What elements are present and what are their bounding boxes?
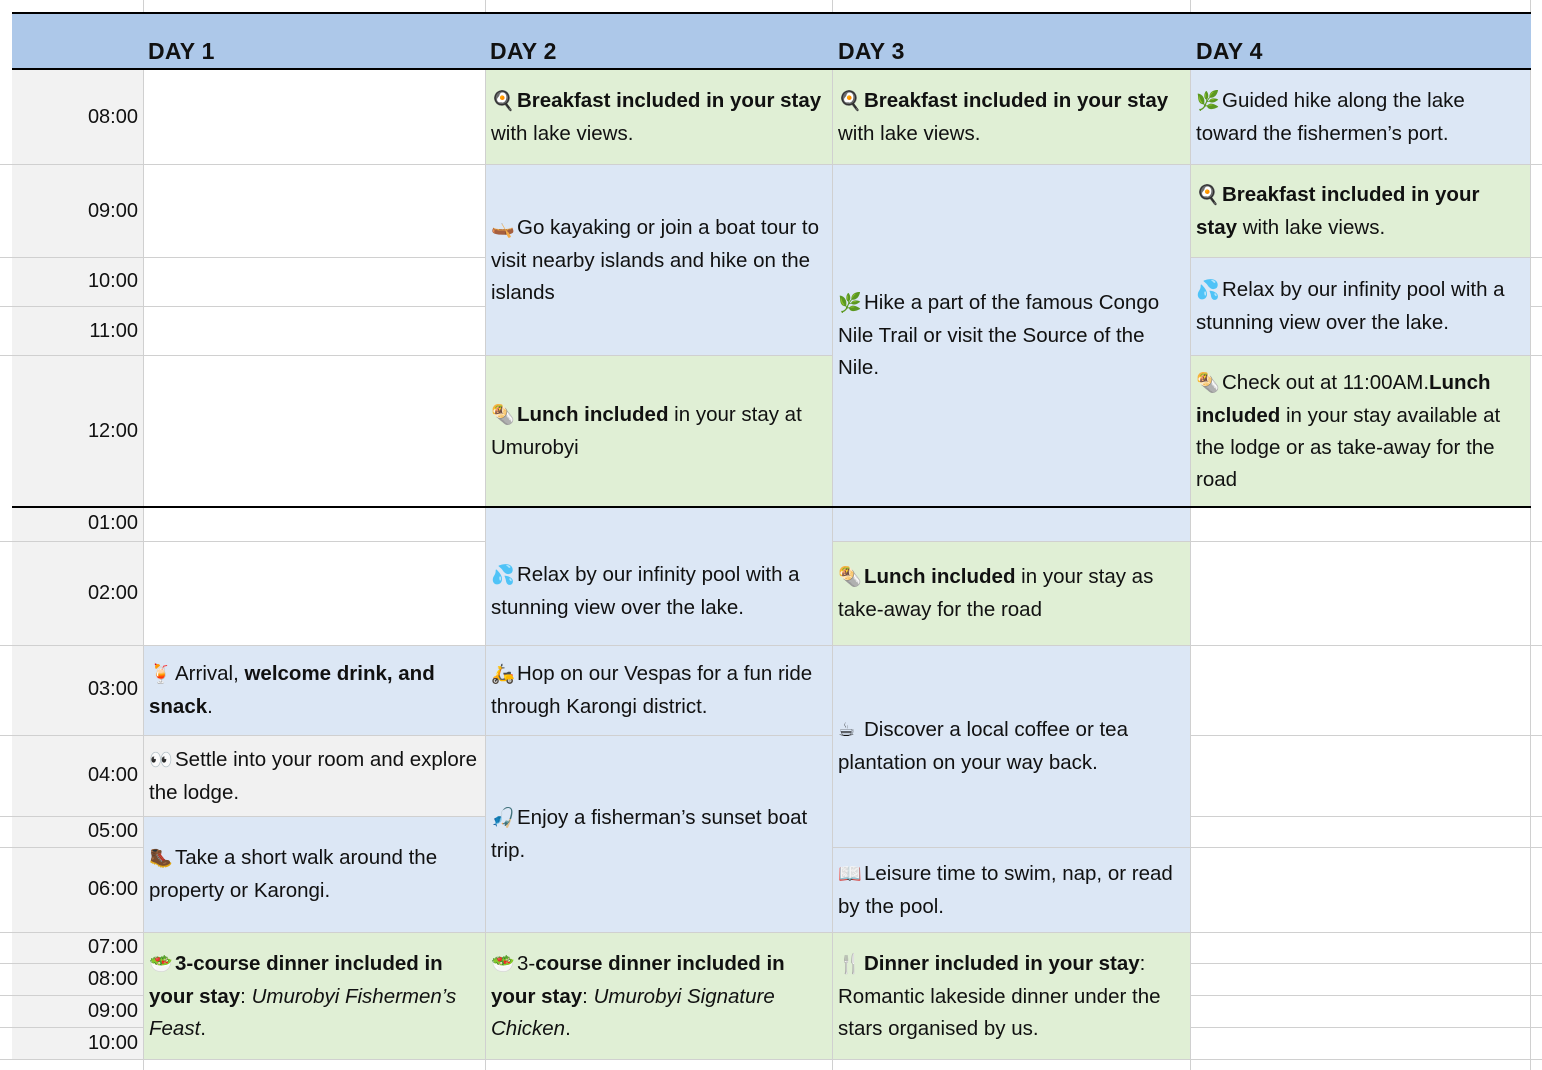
time-label: 06:00: [87, 878, 138, 900]
event-text-bold: Dinner included in your stay: [864, 951, 1140, 975]
time-label: 12:00: [87, 420, 138, 442]
header-top-border: [12, 12, 1531, 14]
frying-pan-icon: 🍳: [491, 90, 515, 112]
event-text: in your stay available at the lodge or as take-away for the road: [1196, 403, 1501, 491]
time-label: 08:00: [87, 968, 138, 990]
event-text-bold: Lunch included: [1196, 370, 1491, 427]
event-text: with lake views.: [1237, 215, 1386, 239]
time-label: 09:00: [87, 1000, 138, 1022]
event-text: Settle into your room and explore the lodge.: [149, 747, 477, 804]
event-cell[interactable]: [486, 933, 832, 1059]
event-text: Guided hike along the lake toward the fishermen’s port.: [1196, 88, 1465, 145]
event-text: Arrival,: [175, 662, 245, 685]
event-text: Check out at 11:00AM.: [1222, 370, 1430, 394]
event-cell[interactable]: [1191, 165, 1530, 257]
day-2-header: DAY 2: [490, 38, 557, 64]
event-text: Relax by our infinity pool with a stunning view over the lake.: [491, 563, 800, 619]
burrito-icon: 🌯: [1196, 372, 1220, 394]
time-label: 03:00: [87, 678, 138, 700]
event-text: :: [582, 984, 594, 1008]
time-label: 04:00: [87, 764, 138, 786]
event-text: Discover a local coffee or tea plantation on your way back.: [838, 718, 1128, 774]
herb-icon: 🌿: [838, 293, 862, 314]
herb-icon: 🌿: [1196, 90, 1220, 112]
event-cell[interactable]: [486, 165, 832, 355]
tropical-drink-icon: 🍹: [149, 664, 173, 685]
event-text: Leisure time to swim, nap, or read by the pool.: [838, 861, 1173, 918]
event-text-bold: Breakfast included in your stay: [1196, 182, 1480, 239]
event-text-bold: Lunch included: [864, 565, 1016, 588]
event-cell[interactable]: [833, 933, 1190, 1059]
event-cell[interactable]: [486, 70, 832, 164]
time-label: 10:00: [87, 1032, 138, 1054]
canoe-icon: 🛶: [491, 217, 515, 239]
time-label: 08:00: [87, 106, 138, 128]
open-book-icon: 📖: [838, 863, 862, 885]
event-cell[interactable]: [1191, 70, 1530, 164]
header-row: [12, 14, 1531, 68]
fork-knife-icon: 🍴: [838, 953, 862, 975]
event-text-bold: Breakfast included in your stay: [864, 88, 1169, 112]
event-text: with lake views.: [838, 121, 981, 145]
event-text-bold: course dinner included in your stay: [491, 951, 785, 1008]
event-text: : Romantic lakeside dinner under the stars organised by us.: [838, 951, 1161, 1040]
event-text: Go kayaking or join a boat tour to visit nearby islands and hike on the islands: [491, 215, 819, 304]
salad-icon: 🥗: [149, 953, 173, 975]
event-text: with lake views.: [491, 121, 634, 145]
event-cell[interactable]: [144, 817, 485, 932]
event-text-italic: Umurobyi Signature Chicken: [491, 984, 775, 1040]
day-1-header: DAY 1: [148, 38, 215, 64]
time-label: 11:00: [89, 320, 138, 342]
event-text: Take a short walk around the property or Karongi.: [149, 846, 438, 902]
event-text-bold: welcome drink, and snack: [149, 662, 435, 718]
event-cell[interactable]: [144, 736, 485, 816]
time-label: 10:00: [87, 270, 138, 292]
event-text: .: [200, 1016, 206, 1040]
time-label: 07:00: [87, 936, 138, 958]
time-label: 05:00: [87, 820, 138, 842]
burrito-icon: 🌯: [838, 567, 862, 588]
event-cell[interactable]: [833, 542, 1190, 645]
event-text: Relax by our infinity pool with a stunning view over the lake.: [1196, 278, 1505, 334]
time-label: 09:00: [87, 200, 138, 222]
event-cell[interactable]: [144, 646, 485, 735]
day-4-header: DAY 4: [1196, 38, 1263, 64]
burrito-icon: 🌯: [491, 404, 515, 426]
eyes-icon: 👀: [149, 749, 173, 771]
event-text: 3-: [517, 951, 536, 975]
day-3-header: DAY 3: [838, 38, 905, 64]
row-divider: [0, 1059, 1542, 1060]
event-cell[interactable]: [833, 646, 1190, 847]
event-cell[interactable]: [833, 165, 1190, 541]
event-text: .: [565, 1016, 571, 1040]
event-cell[interactable]: [486, 356, 832, 506]
event-cell[interactable]: [1191, 356, 1530, 506]
event-cell[interactable]: [833, 70, 1190, 164]
scooter-icon: 🛵: [491, 664, 515, 685]
event-cell[interactable]: [833, 848, 1190, 932]
water-drops-icon: 💦: [491, 565, 515, 586]
coffee-icon: ☕: [838, 720, 856, 741]
event-text: in your stay as take-away for the road: [838, 565, 1154, 621]
event-text: Enjoy a fisherman’s sunset boat trip.: [491, 805, 808, 862]
frying-pan-icon: 🍳: [838, 90, 862, 112]
hiking-boot-icon: 🥾: [149, 848, 173, 869]
event-text: Hop on our Vespas for a fun ride through Karongi district.: [491, 662, 813, 718]
column-divider: [1530, 0, 1531, 1070]
water-drops-icon: 💦: [1196, 280, 1220, 301]
noon-separator: [12, 506, 1531, 508]
event-text-italic: Umurobyi Fishermen’s Feast: [149, 984, 457, 1040]
frying-pan-icon: 🍳: [1196, 184, 1220, 206]
event-cell[interactable]: [144, 933, 485, 1059]
event-text-bold: Breakfast included in your stay: [517, 88, 822, 112]
event-text: Hike a part of the famous Congo Nile Trail or visit the Source of the Nile.: [838, 291, 1160, 379]
event-text: .: [207, 695, 213, 718]
event-cell[interactable]: [486, 508, 832, 645]
event-text-bold: 3-course dinner included in your stay: [149, 951, 443, 1008]
event-cell[interactable]: [486, 646, 832, 735]
event-text-bold: Lunch included: [517, 402, 669, 426]
event-cell[interactable]: [486, 736, 832, 932]
event-text: :: [240, 984, 252, 1008]
salad-icon: 🥗: [491, 953, 515, 975]
event-cell[interactable]: [1191, 258, 1530, 355]
fishing-pole-icon: 🎣: [491, 807, 515, 829]
time-label: 01:00: [87, 512, 138, 534]
event-text: in your stay at Umurobyi: [491, 402, 802, 459]
time-label: 02:00: [87, 582, 138, 604]
